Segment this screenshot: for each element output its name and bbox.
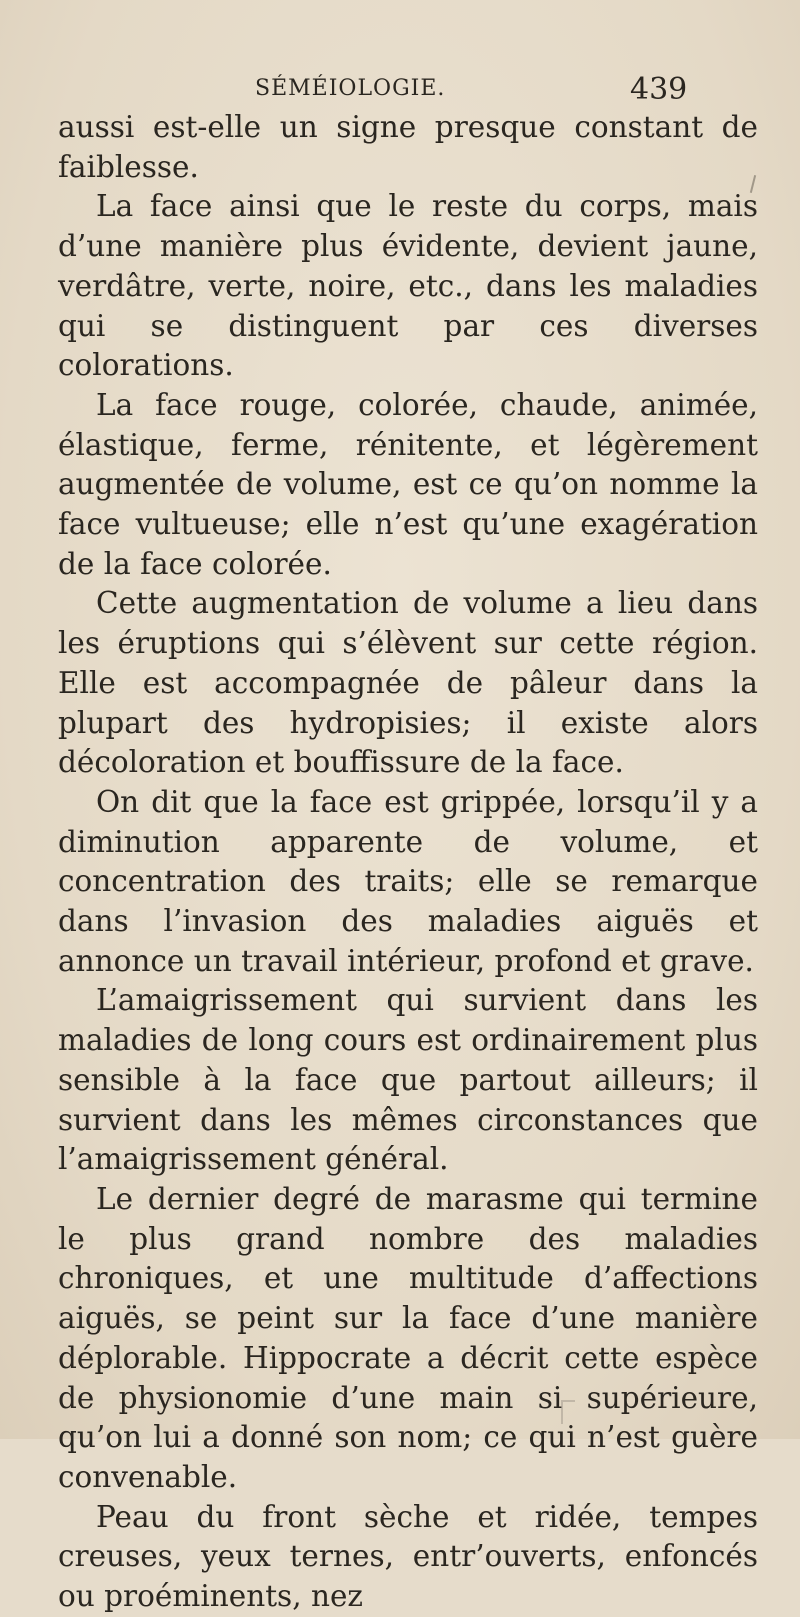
paragraph-amaigrissement: L’amaigrissement qui survient dans les maladies de long cours est ordinairement plus sensible à la face que partout ailleurs; il survient dans les mêmes circonstances que l’amaigrissement général.	[58, 983, 758, 1177]
paragraph-peau-du-front: Peau du front sèche et ridée, tempes creuses, yeux ternes, entr’ouverts, enfoncés ou proéminents, nez	[58, 1499, 758, 1614]
bottom-margin-mark	[561, 1400, 575, 1424]
paragraph-continued: aussi est-elle un signe presque constant de faiblesse.	[58, 110, 758, 184]
page-number: 439	[630, 72, 688, 107]
body-text	[58, 108, 758, 1617]
paragraph-volume-augmentation: Cette augmentation de volume a lieu dans les éruptions qui s’élèvent sur cette région. Elle est accompagnée de pâleur dans la plupart des hydropisies; il existe alors décoloration et bouffissure de la face.	[58, 586, 758, 780]
paragraph-marasme: Le dernier degré de marasme qui termine le plus grand nombre des maladies chroniques, et une multitude d’affections aiguës, se peint sur la face d’une manière déplorable. Hippocrate a décrit cette espèce de physionomie d’une main si supérieure, qu’on lui a donné son nom; ce qui n’est guère convenable.	[58, 1181, 758, 1494]
page-header	[0, 72, 800, 112]
paragraph-face-vultueuse: La face rouge, colorée, chaude, animée, élastique, ferme, rénitente, et légèrement augmentée de volume, est ce qu’on nomme la face vultueuse; elle n’est qu’une exagération de la face colorée.	[58, 387, 758, 581]
paragraph-face-colors: La face ainsi que le reste du corps, mais d’une manière plus évidente, devient jaune, verdâtre, verte, noire, etc., dans les maladies qui se distinguent par ces diverses colorations.	[58, 189, 758, 383]
paragraph-face-grippee: On dit que la face est grippée, lorsqu’il y a diminution apparente de volume, et concentration des traits; elle se remarque dans l’invasion des maladies aiguës et annonce un travail intérieur, profond et grave.	[58, 784, 758, 978]
running-head: SÉMÉIOLOGIE.	[255, 76, 446, 101]
